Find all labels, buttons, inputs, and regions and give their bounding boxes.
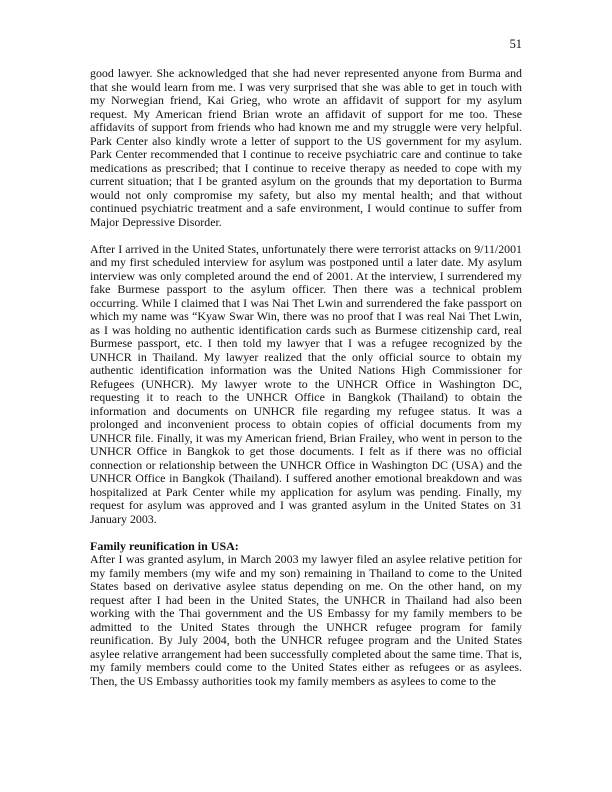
paragraph-family-reunification: After I was granted asylum, in March 2003 my lawyer filed an asylee relative petition for my family members (my wife and my son) remaining in Thailand to come to the United States based on derivative asylee status depending on me. On the other hand, on my request after I had been in the United States, the UNHCR in Thailand had also been working with the Thai government and the US Embassy for my family members to be admitted to the United States through the UNHCR refugee program for family reunification. By July 2004, both the UNHCR refugee program and the United States asylee relative arrangement had been successfully completed about the same time. That is, my family members could come to the United States either as refugees or as asylees. Then, the US Embassy authorities took my family members as asylees to come to the — [90, 552, 522, 688]
paragraph-lawyer-support: good lawyer. She acknowledged that she had never represented anyone from Burma and that she would learn from me. I was very surprised that she was able to get in touch with my Norwegian friend, Kai Grieg, who wrote an affidavit of support for my asylum request. My American friend Brian wrote an affidavit of support for me too. These affidavits of support from friends who had known me and my struggle were very helpful. Park Center also kindly wrote a letter of support to the US government for my asylum. Park Center recommended that I continue to receive psychiatric care and continue to take medications as prescribed; that I continue to receive therapy as needed to cope with my current situation; that I be granted asylum on the grounds that my deportation to Burma would not only compromise my safety, but also my mental health; and that without continued psychiatric treatment and a safe environment, I would continue to suffer from Major Depressive Disorder. — [90, 66, 522, 229]
section-heading-family-reunification: Family reunification in USA: — [90, 538, 239, 553]
document-body — [90, 67, 522, 688]
page-number: 51 — [509, 37, 522, 51]
paragraph-asylum-interview: After I arrived in the United States, unfortunately there were terrorist attacks on 9/11/2001 and my first scheduled interview for asylum was postponed until a later date. My asylum interview was only completed around the end of 2001. At the interview, I surrendered my fake Burmese passport to the asylum officer. Then there was a technical problem occurring. While I claimed that I was Nai Thet Lwin and surrendered the fake passport on which my name was “Kyaw Swar Win, there was no proof that I was real Nai Thet Lwin, as I was holding no authentic identification cards such as Burmese citizenship card, real Burmese passport, etc. I then told my lawyer that I was a refugee recognized by the UNHCR in Thailand. My lawyer realized that the only official source to obtain my authentic identification information was the United Nations High Commissioner for Refugees (UNHCR). My lawyer wrote to the UNHCR Office in Washington DC, requesting it to reach to the UNHCR Office in Bangkok (Thailand) to obtain the information and documents on UNHCR file regarding my refugee status. It was a prolonged and inconvenient process to obtain copies of official documents from my UNHCR file. Finally, it was my American friend, Brian Frailey, who went in person to the UNHCR Office in Bangkok to get those documents. I felt as if there was no official connection or relationship between the UNHCR Office in Washington DC (USA) and the UNHCR Office in Bangkok (Thailand). I suffered another emotional breakdown and was hospitalized at Park Center while my application for asylum was pending. Finally, my request for asylum was approved and I was granted asylum in the United States on 31 January 2003. — [90, 241, 522, 526]
